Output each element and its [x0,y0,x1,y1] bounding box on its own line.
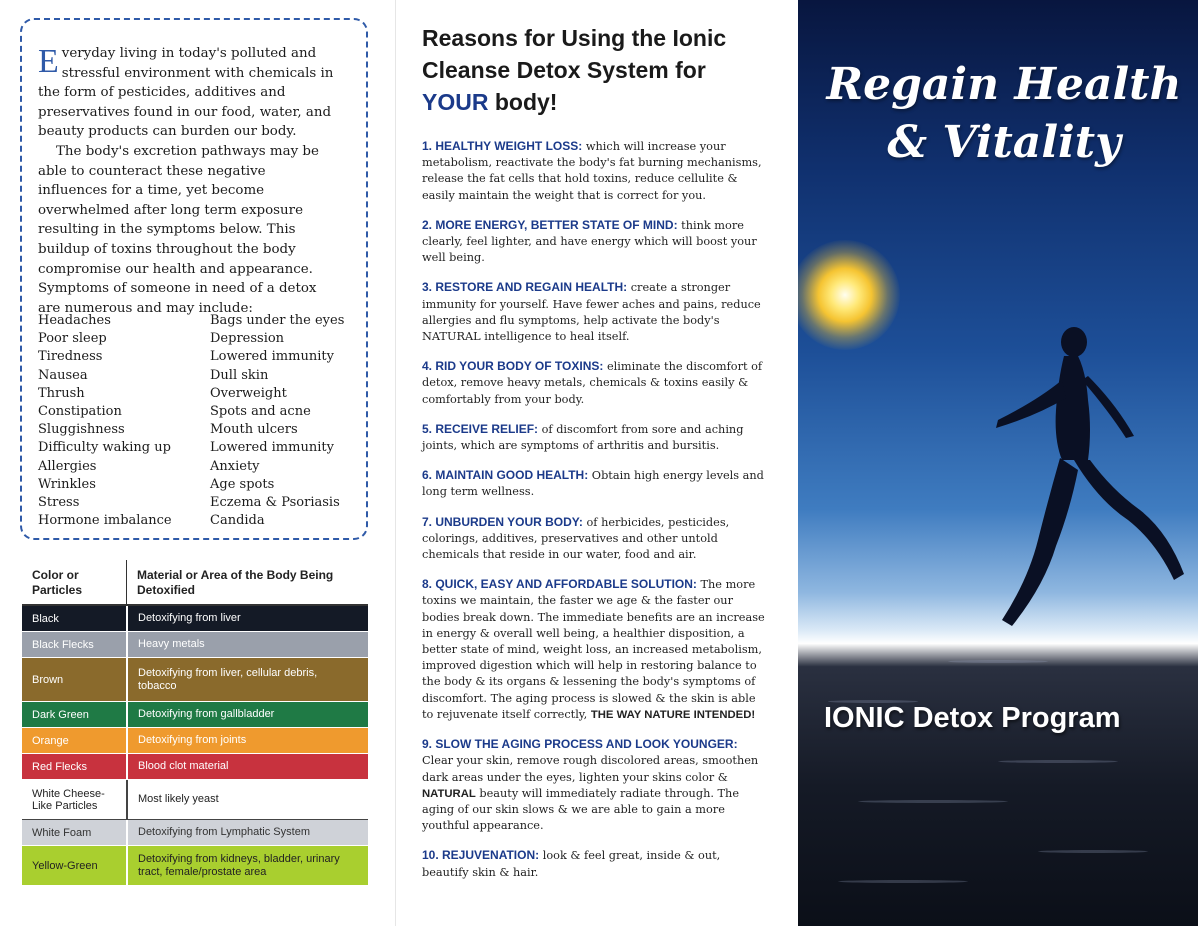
color-chart-table [22,560,368,886]
symptom-item: Lowered immunity [210,349,334,365]
reason-heading: 6. MAINTAIN GOOD HEALTH: [422,468,589,483]
reason-emphasis: THE WAY NATURE INTENDED! [590,708,756,721]
table-row [22,658,368,702]
reason-item [422,138,768,204]
program-title: IONIC Detox Program [824,702,1121,734]
table-body [22,606,368,886]
symptom-item: Age spots [210,476,275,492]
reason-item [422,576,768,723]
header-material: Material or Area of the Body Being Detoxified [126,560,368,604]
table-cell-color: Orange [32,734,69,747]
reason-item [422,358,768,408]
table-cell-color: Red Flecks [32,760,88,773]
cover-panel [798,0,1198,926]
table-cell-color: White Cheese-Like Particles [32,787,105,812]
table-cell-material: Detoxifying from joints [126,728,368,753]
symptom-item: Stress [38,495,80,511]
table-cell-color: Dark Green [32,708,89,721]
table-cell-color: Brown [32,673,64,686]
table-row [22,702,368,728]
table-row [22,728,368,754]
reason-body: which will increase your metabolism, reactivate the body's fat burning mechanisms, release the fat cells that hold toxins, reduce cellulite & easily maintain the weight that is correct for you. [422,140,762,202]
title-line-1: Reasons for Using the Ionic [422,25,727,51]
title-line-2: Cleanse Detox System for [422,57,706,83]
reason-heading: 9. SLOW THE AGING PROCESS AND LOOK YOUNGER: [422,737,738,752]
reason-item [422,514,768,564]
symptom-item: Depression [210,331,285,347]
reason-heading: 2. MORE ENERGY, BETTER STATE OF MIND: [422,217,678,232]
reason-item [422,736,768,834]
middle-panel [395,0,799,926]
drop-cap: E [38,43,59,80]
table-row [22,606,368,632]
symptom-item: Nausea [38,367,88,383]
reason-emphasis: NATURAL [422,787,476,800]
symptom-item: Difficulty waking up [38,440,171,456]
title-end: body! [488,89,558,115]
table-header [22,560,368,606]
headline-line-1: Regain Health [826,59,1182,110]
reason-body: The more toxins we maintain, the faster we age & the faster our bodies break down. The immediate benefits are an increase in energy & overall well being, a healthier disposition, a better state of mind, weight loss, an increased metabolism, improved digestion which will help in restoring balance to the body & its organs & lessening the body's symptoms of discomfort. The aging process is slowed & the skin is able to rejuvenate itself correctly, [422,578,765,721]
reason-heading: 1. HEALTHY WEIGHT LOSS: [422,139,583,153]
reason-body: beauty will immediately radiate through. The aging of our skin slows & we are able to gain a more youthful appearance. [422,786,740,833]
table-row [22,820,368,846]
table-cell-material: Heavy metals [126,632,368,657]
reason-item [422,421,768,454]
table-row [22,632,368,658]
headline-line-2: & Vitality [887,117,1121,168]
symptom-item: Bags under the eyes [210,313,345,328]
symptom-item: Hormone imbalance [38,513,172,529]
symptom-item: Constipation [38,404,122,420]
table-cell-material: Detoxifying from Lymphatic System [126,820,368,845]
table-cell-color: Black [32,612,59,625]
reason-item [422,217,768,267]
reason-item [422,847,768,880]
left-panel [0,0,395,926]
table-cell-material: Blood clot material [126,754,368,779]
table-row [22,754,368,780]
reason-body: eliminate the discomfort of detox, remove heavy metals, chemicals & toxins easily & comfortably from your body. [422,360,763,406]
reason-heading: 3. RESTORE AND REGAIN HEALTH: [422,280,628,295]
table-cell-color: Black Flecks [32,638,94,651]
reason-body: Obtain high energy levels and long term wellness. [422,469,764,499]
table-row [22,846,368,886]
table-cell-material: Detoxifying from kidneys, bladder, urinary tract, female/prostate area [126,846,368,885]
symptom-item: Sluggishness [38,422,125,438]
table-cell-material: Detoxifying from liver [126,606,368,631]
cover-headline [814,56,1194,172]
reason-body: create a stronger immunity for yourself. Have fewer aches and pains, reduce allergies and flu symptoms, help activate the body's NATURAL intelligence to heal itself. [422,281,761,344]
table-cell-material: Detoxifying from gallbladder [126,702,368,727]
symptom-item: Anxiety [210,458,260,474]
reason-heading: 5. RECEIVE RELIEF: [422,421,539,436]
table-cell-material: Detoxifying from liver, cellular debris, tobacco [126,658,368,701]
symptom-item: Tiredness [38,349,103,365]
sun-glow [798,240,900,350]
water-ripple [858,800,1008,803]
symptoms-list [38,312,358,530]
reason-body: look & feel great, inside & out, beautify skin & hair. [422,849,721,879]
water-ripple [948,660,1048,663]
reason-item [422,279,768,345]
reason-body: think more clearly, feel lighter, and have energy which will boost your well being. [422,218,757,265]
symptom-item: Dull skin [210,367,269,383]
reason-body: Clear your skin, remove rough discolored areas, smoothen dark areas under the eyes, lighten your skins color & [422,754,759,784]
symptom-item: Thrush [38,385,85,401]
header-color: Color or Particles [32,568,83,597]
reasons-title [422,22,782,118]
symptom-item: Candida [210,513,265,529]
reason-heading: 10. REJUVENATION: [422,848,540,863]
symptom-item: Allergies [38,458,97,474]
symptom-item: Spots and acne [210,404,311,420]
title-your: YOUR [422,89,489,115]
water-ripple [998,760,1118,763]
intro-text [38,44,338,318]
symptom-item: Poor sleep [38,331,107,347]
runner-silhouette-icon [978,320,1198,640]
symptom-item: Lowered immunity [210,440,334,456]
symptom-item: Headaches [38,313,111,328]
reason-item [422,467,768,500]
table-cell-material: Most likely yeast [126,780,368,819]
water-ripple [838,880,968,883]
symptom-item: Eczema & Psoriasis [210,495,340,511]
reason-body: of discomfort from sore and aching joints, which are symptoms of arthritis and bursitis. [422,422,744,453]
reason-heading: 4. RID YOUR BODY OF TOXINS: [422,359,604,374]
reason-heading: 7. UNBURDEN YOUR BODY: [422,514,583,529]
intro-paragraph-1: veryday living in today's polluted and stressful environment with chemicals in the form of pesticides, additives and preservatives found in our food, water, and beauty products can burden our body. [38,46,334,140]
reason-heading: 8. QUICK, EASY AND AFFORDABLE SOLUTION: [422,577,697,592]
table-cell-color: Yellow-Green [32,859,98,872]
symptom-item: Overweight [210,385,287,401]
water-ripple [1038,850,1148,853]
intro-paragraph-2: The body's excretion pathways may be able to counteract these negative influences for a time, yet become overwhelmed after long term exposure resulting in the symptoms below. This buildup of toxins throughout the body compromise our health and appearance. Symptoms of someone in need of a detox are numerous and may include: [38,143,319,316]
symptom-item: Wrinkles [38,476,96,492]
reasons-list [422,138,768,894]
table-row [22,780,368,820]
reason-body: of herbicides, pesticides, colorings, additives, preservatives and other untold chemicals that reside in our water, food and air. [422,515,730,562]
table-cell-color: White Foam [32,826,92,839]
symptom-item: Mouth ulcers [210,422,298,438]
